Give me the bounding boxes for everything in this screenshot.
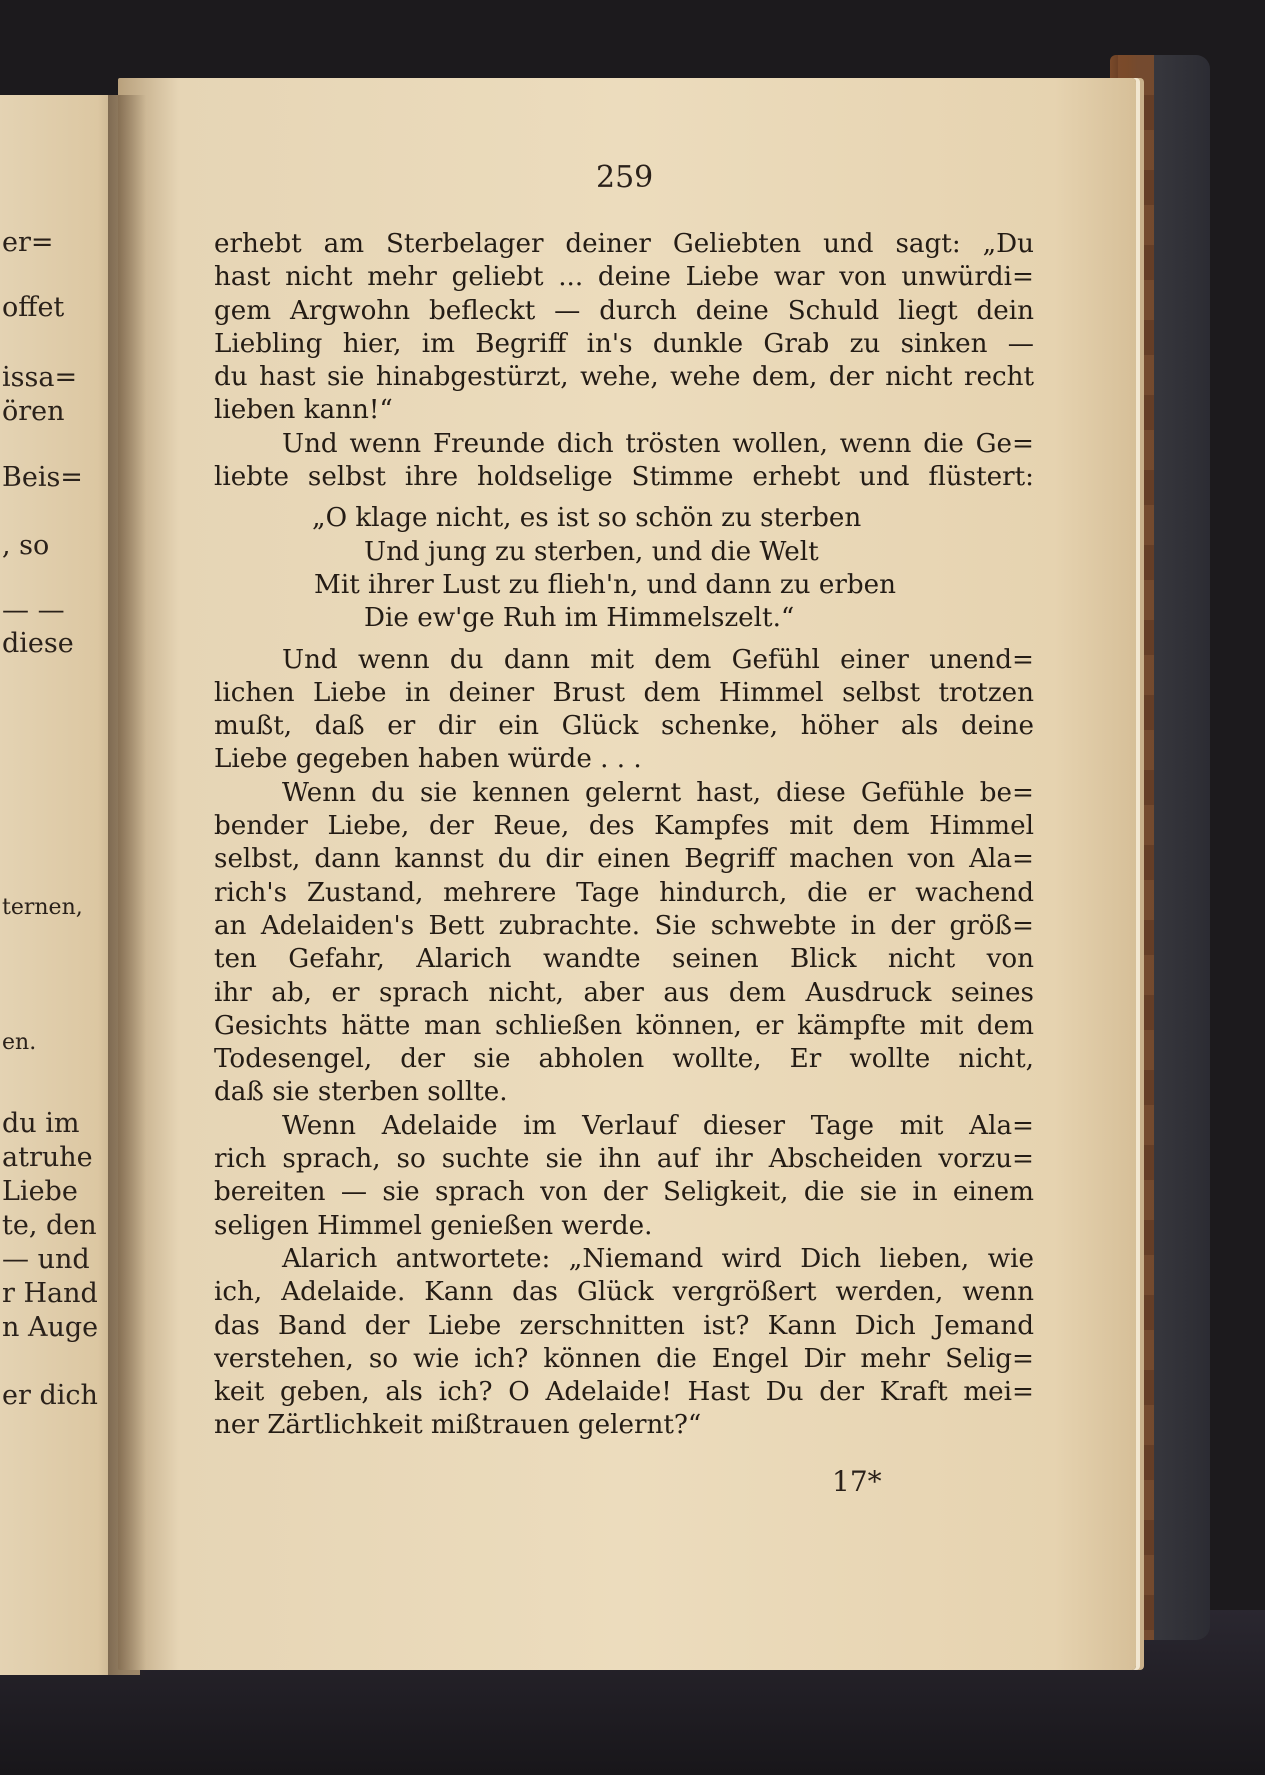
paragraph-3: [214, 644, 1034, 777]
text-line: das Band der Liebe zerschnitten ist? Kann Dich Jemand: [214, 1310, 1034, 1341]
text-line: Wenn du sie kennen gelernt hast, diese Gefühle be=: [282, 777, 1034, 808]
text-line: rich sprach, so suchte sie ihn auf ihr Abscheiden vorzu=: [214, 1144, 1034, 1175]
left-fragment: n Auge: [2, 1312, 99, 1343]
text-line: Liebe gegeben haben würde . . .: [214, 744, 642, 775]
text-line: lichen Liebe in deiner Brust dem Himmel selbst trotzen: [214, 677, 1034, 708]
left-fragment: , so: [2, 530, 50, 561]
text-line: Gesichts hätte man schließen können, er kämpfte mit dem: [214, 1010, 1034, 1041]
left-fragment: — —: [2, 595, 65, 626]
page-fold-shadow: [108, 95, 146, 1675]
text-line: bender Liebe, der Reue, des Kampfes mit dem Himmel: [214, 811, 1034, 842]
paragraph-5: [214, 1110, 1034, 1243]
text-line: ich, Adelaide. Kann das Glück vergrößert werden, wenn: [214, 1277, 1034, 1308]
left-fragment: r Hand: [2, 1278, 98, 1309]
left-fragment: en.: [2, 1030, 37, 1055]
text-line: bereiten — sie sprach von der Seligkeit, die sie in einem: [214, 1177, 1034, 1208]
left-fragment: — und: [2, 1244, 90, 1275]
text-line: liebte selbst ihre holdselige Stimme erhebt und flüstert:: [214, 462, 1034, 493]
text-line: ihr ab, er sprach nicht, aber aus dem Ausdruck seines: [214, 977, 1034, 1008]
text-line: rich's Zustand, mehrere Tage hindurch, die er wachend: [214, 877, 1034, 908]
text-line: Liebling hier, im Begriff in's dunkle Grab zu sinken —: [214, 328, 1034, 359]
paragraph-6: [214, 1243, 1034, 1443]
text-line: Alarich antwortete: „Niemand wird Dich lieben, wie: [282, 1243, 1034, 1274]
text-line: gem Argwohn befleckt — durch deine Schuld liegt dein: [214, 295, 1034, 326]
page-body: [214, 228, 1034, 1443]
text-line: lieben kann!“: [214, 395, 393, 426]
left-fragment: du im: [2, 1108, 80, 1139]
text-line: ner Zärtlichkeit mißtrauen gelernt?“: [214, 1410, 702, 1441]
poem: [214, 502, 1034, 635]
text-line: mußt, daß er dir ein Glück schenke, höher als deine: [214, 711, 1034, 742]
text-line: ten Gefahr, Alarich wandte seinen Blick nicht von: [214, 944, 1034, 975]
text-line: erhebt am Sterbelager deiner Geliebten und sagt: „Du: [214, 229, 1034, 259]
text-line: hast nicht mehr geliebt ... deine Liebe war von unwürdi=: [214, 262, 1034, 293]
text-line: an Adelaiden's Bett zubrachte. Sie schwebte in der größ=: [214, 910, 1034, 941]
text-line: Todesengel, der sie abholen wollte, Er wollte nicht,: [214, 1044, 1034, 1075]
left-fragment: offet: [2, 292, 65, 323]
poem-line: Mit ihrer Lust zu flieh'n, und dann zu erben: [314, 569, 896, 600]
text-line: Und wenn Freunde dich trösten wollen, wenn die Ge=: [282, 428, 1034, 459]
poem-line: „O klage nicht, es ist so schön zu sterben: [312, 503, 862, 534]
left-fragment: Beis=: [2, 462, 83, 493]
left-fragment: te, den: [2, 1210, 97, 1241]
left-fragment: diese: [2, 628, 74, 659]
text-line: daß sie sterben sollte.: [214, 1077, 508, 1108]
text-line: verstehen, so wie ich? können die Engel Dir mehr Selig=: [214, 1343, 1034, 1374]
paragraph-2: [214, 428, 1034, 495]
left-fragment: er=: [2, 227, 54, 258]
left-page-text: [2, 0, 102, 1775]
left-fragment: er dich: [2, 1380, 98, 1411]
poem-line: Und jung zu sterben, und die Welt: [364, 536, 819, 567]
text-line: selbst, dann kannst du dir einen Begriff machen von Ala=: [214, 844, 1034, 875]
paragraph-1: [214, 228, 1034, 428]
left-fragment: issa=: [2, 362, 78, 393]
poem-line: Die ew'ge Ruh im Himmelszelt.“: [364, 603, 795, 634]
left-fragment: Liebe: [2, 1176, 78, 1207]
left-fragment: atruhe: [2, 1142, 93, 1173]
left-fragment: ternen,: [2, 895, 83, 920]
text-line: Und wenn du dann mit dem Gefühl einer unend=: [282, 644, 1034, 675]
signature-mark: 17*: [832, 1465, 882, 1498]
left-fragment: ören: [2, 396, 65, 427]
text-line: seligen Himmel genießen werde.: [214, 1210, 653, 1241]
paragraph-4: [214, 777, 1034, 1110]
text-line: du hast sie hinabgestürzt, wehe, wehe dem, der nicht recht: [214, 362, 1034, 393]
page-number: 259: [596, 160, 654, 195]
text-line: Wenn Adelaide im Verlauf dieser Tage mit Ala=: [282, 1110, 1034, 1141]
text-line: keit geben, als ich? O Adelaide! Hast Du der Kraft mei=: [214, 1377, 1034, 1408]
